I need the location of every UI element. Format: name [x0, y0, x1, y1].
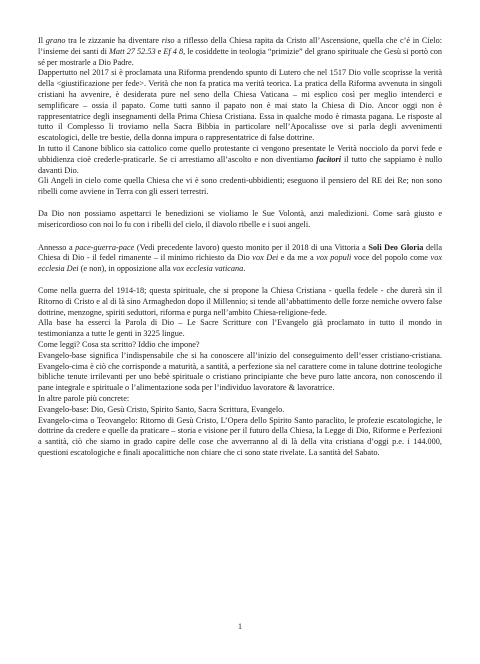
text-run: e da me a — [278, 253, 317, 263]
italic-run: vox ecclesia Dei — [38, 253, 442, 274]
paragraph-spacer — [38, 231, 442, 243]
paragraph-riforma: Dappertutto nel 2017 si è proclamata una Riforma prendendo spunto di Lutero che nel 1517 Dio volle scoprisse la verità della <giustificazione per fede>. Verità che non fa pratica ma verità teorica. La pratica della Riforma avvenuta in singoli cristiani ha avvenire, è desiderata pure nel seno della Chiesa Vaticana – mi esplico così per meglio intenderci e semplificare – ossia il papato. Come tutti sanno il papato non è mai stato la Chiesa di Dio. Ancor oggi non è rappresentatrice degli insegnamenti della Prima Chiesa Cristiana. Essa in qualche modo è rimasta pagana. Le risposte al tutto il Complesso li troviamo nella Sacra Bibbia in particolare nell’Apocalisse ove si parla degli avvenimenti escatologici, delle tre bestie, della donna impura o rappresentatrice di false dottrine. — [38, 68, 442, 143]
text-run: In tutto il Canone biblico sia cattolico come quello protestante ci vengono presentate le Verità nocciolo da porvi fede e ubbidienza cioè crederle-praticarle. Se ci arrestiamo all’ascolto e non diventiamo — [38, 143, 442, 164]
text-run: (Vedi precedente lavoro) questo monito per il 2018 di una Vittoria a — [134, 242, 369, 252]
text-run: , le cosiddette in teologia “primizie” del grano spirituale che Gesù si portò con sé per mostrarle a Dio Padre. — [38, 46, 442, 67]
italic-run: vox ecclesia vaticana — [172, 264, 244, 274]
bold-run: Soli Deo Gloria — [368, 242, 424, 252]
text-run: a riflesso della Chiesa rapita da Cristo all’Ascensione, quella che c’é in Cielo: l’insieme dei santi di — [38, 36, 442, 56]
text-run: Il — [38, 36, 46, 45]
paragraph-guerra: Come nella guerra del 1914-18; questa spirituale, che si propone la Chiesa Cristiana - quella fedele - che durerà sin il Ritorno di Cristo e al di là sino Armaghedon dopo il Millennio; si tende all’abbattimento delle forze nemiche ovvero false dottrine, menzogne, spiriti seduttori, riforma e purga nell’ambito Chiesa-religione-fede. — [38, 285, 442, 317]
paragraph-altre-parole: In altre parole più concrete: — [38, 393, 130, 403]
italic-run: pace-guerra-pace — [75, 242, 135, 252]
italic-run: riso — [161, 36, 175, 45]
paragraph-spacer — [38, 275, 442, 286]
page-number: 1 — [238, 622, 242, 631]
paragraph-benedizioni: Da Dio non possiamo aspettarci le benedizioni se violiamo le Sue Volontà, anzi maledizioni. Come sarà giusto e misericordioso con noi lo fu con i ribelli del cielo, il diavolo ribelle e i suoi angeli. — [38, 208, 442, 229]
paragraph-spacer — [38, 198, 442, 209]
text-run: il tutto che sappiamo è nullo davanti Dio. — [38, 154, 443, 175]
bible-reference: Matt 27 52.53 — [109, 46, 156, 56]
text-run: della Chiesa di Dio - il fedel rimanente – il minimo richiesto da Dio — [38, 242, 442, 263]
italic-run: vox populi — [316, 253, 352, 263]
paragraph-canone — [38, 144, 442, 176]
bible-reference: Ef 4 8 — [163, 46, 184, 56]
paragraph-angeli: Gli Angeli in cielo come quella Chiesa che vi è sono credenti-ubbidienti; eseguono il pensiero del RE dei Re; non sono ribelli come avviene in Terra con gli esseri terrestri. — [38, 176, 442, 197]
paragraph-annesso — [38, 243, 442, 275]
text-run: Annesso a — [38, 242, 76, 252]
text-run: voce del popolo come — [351, 253, 431, 263]
text-run: tra le zizzanie ha diventare — [65, 36, 162, 45]
italic-run: vox Dei — [252, 253, 279, 263]
paragraph-domande: Come leggi? Cosa sta scritto? Iddio che impone? — [38, 339, 200, 349]
paragraph-evangelo-base-def: Evangelo-base significa l’indispensabile che si ha conoscere all’inizio del conseguimento dell’esser cristiano-cristiana. Evangelo-cima è ciò che corrisponde a maturità, a santità, a perfezione sia nel carattere come in talune dottrine teologiche bibliche tenute irrilevanti per uno bebè spirituale o cristiano principiante che beve puro latte ancora, non conoscendo il pane integrale e spirituale o l’alimentazione soda per l’individuo lavoratore & lavoratrice. — [38, 350, 442, 393]
paragraph-parola: Alla base ha esserci la Parola di Dio – Le Sacre Scritture con l’Evangelo già proclamato in tutto il mondo in testimonianza a tutte le genti in 3225 lingue. — [38, 318, 442, 339]
paragraph-evangelo-base: Evangelo-base: Dio, Gesù Cristo, Spirito Santo, Sacra Scrittura, Evangelo. — [38, 404, 285, 414]
bold-italic-run: facitori — [316, 154, 342, 164]
italic-run: grano — [45, 36, 66, 45]
text-run: (e non), in opposizione alla — [78, 264, 173, 274]
paragraph-grano — [38, 36, 442, 68]
paragraph-evangelo-cima: Evangelo-cima o Teovangelo: Ritorno di Gesù Cristo, L’Opera dello Spirito Santo paraclito, le profezie escatologiche, le dottrine da credere e quelle da praticare – storia e visione per il futuro della Chiesa, la Legge di Dio, Riforme e Perfezioni a santità, ciò che siamo in grado capire delle cose che avverranno al di là della vita cristiana d’oggi p.e. i 144.000, questioni escatologiche e finali apocalittiche non chiare che ci sono state rivelate. La santità del Sabato. — [38, 415, 442, 457]
text-run: e — [155, 46, 164, 56]
text-run: . — [243, 264, 246, 274]
document-body — [38, 36, 442, 459]
